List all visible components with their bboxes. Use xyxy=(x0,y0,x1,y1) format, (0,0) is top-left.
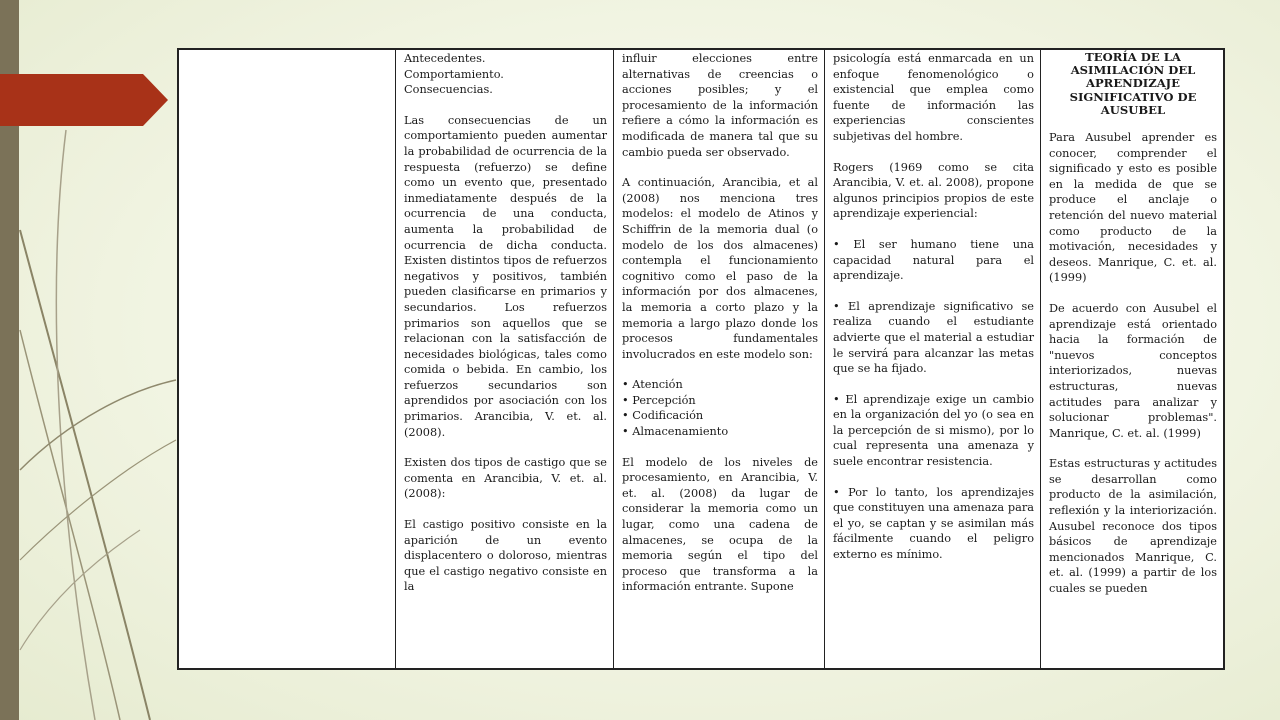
paragraph: • El aprendizaje exige un cambio en la organización del yo (o sea en la percepción de si mismo), por lo cual representa una amenaza y suele encontrar resistencia. xyxy=(833,392,1034,469)
bullet-list xyxy=(622,377,818,439)
table-column-4 xyxy=(825,50,1041,668)
list-item: • Atención xyxy=(622,377,818,393)
paragraph: El modelo de los niveles de procesamiento, en Arancibia, V. et. al. (2008) da lugar de considerar la memoria como un lugar, como una cadena de almacenes, se ocupa de la memoria según el tipo del proceso que transforma a la información entrante. Supone xyxy=(622,455,818,594)
content-table xyxy=(177,48,1225,670)
paragraph: Existen dos tipos de castigo que se comenta en Arancibia, V. et. al. (2008): xyxy=(404,456,607,501)
paragraph: • El aprendizaje significativo se realiza cuando el estudiante advierte que el material a estudiar le servirá para alcanzar las metas que se ha fijado. xyxy=(833,299,1034,376)
table-column-2 xyxy=(396,50,614,668)
paragraph: Estas estructuras y actitudes se desarrollan como producto de la asimilación, reflexión y la interiorización. Ausubel reconoce dos tipos básicos de aprendizaje mencionados Manrique, C. et. al. (1999) a partir de los cuales se pueden xyxy=(1049,457,1217,596)
table-column-3 xyxy=(614,50,825,668)
paragraph: Las consecuencias de un comportamiento pueden aumentar la probabilidad de ocurrencia de la respuesta (refuerzo) se define como un evento que, presentado inmediatamente después de la ocurrencia de una conducta, aumenta la probabilidad de ocurrencia de dicha conducta. Existen distintos tipos de refuerzos negativos y positivos, también pueden clasificarse en primarios y secundarios. Los refuerzos primarios son aquellos que se relacionan con la satisfacción de necesidades biológicas, tales como comida o bebida. En cambio, los refuerzos secundarios son aprendidos por asociación con los primarios. Arancibia, V. et. al. (2008). xyxy=(404,113,607,439)
paragraph: • Por lo tanto, los aprendizajes que constituyen una amenaza para el yo, se captan y se asimilan más fácilmente cuando el peligro externo es mínimo. xyxy=(833,485,1034,562)
text-line: Comportamiento. xyxy=(404,67,504,81)
column-1-text xyxy=(179,50,395,51)
paragraph: El castigo positivo consiste en la aparición de un evento displacentero o doloroso, mientras que el castigo negativo consiste en la xyxy=(404,518,607,594)
paragraph: A continuación, Arancibia, et al (2008) nos menciona tres modelos: el modelo de Atinos y Schiffrin de la memoria dual (o modelo de los dos almacenes) contempla el funcionamiento cognitivo como el paso de la información por dos almacenes, la memoria a corto plazo y la memoria a largo plazo donde los procesos fundamentales involucrados en este modelo son: xyxy=(622,176,818,361)
table-column-5 xyxy=(1041,50,1223,668)
list-item: • Codificación xyxy=(622,408,818,424)
paragraph: psicología está enmarcada en un enfoque fenomenológico o existencial que emplea como fuente de información las experiencias conscientes subjetivas del hombre. xyxy=(833,52,1034,143)
paragraph: influir elecciones entre alternativas de creencias o acciones posibles; y el procesamiento de la información refiere a cómo la información es modificada de manera tal que su cambio pueda ser observado. xyxy=(622,52,818,159)
text-line: Antecedentes. xyxy=(404,52,486,65)
list-item: • Percepción xyxy=(622,393,818,409)
paragraph: Rogers (1969 como se cita Arancibia, V. et. al. 2008), propone algunos principios propios de este aprendizaje experiencial: xyxy=(833,160,1034,221)
red-arrow-tab xyxy=(0,74,168,126)
text-line: Consecuencias. xyxy=(404,83,493,97)
list-item: • Almacenamiento xyxy=(622,424,818,440)
paragraph: • El ser humano tiene una capacidad natural para el aprendizaje. xyxy=(833,237,1034,283)
table-column-1 xyxy=(179,50,396,668)
paragraph: Para Ausubel aprender es conocer, comprender el significado y esto es posible en la medida de que se produce el anclaje o retención del nuevo material como producto de la motivación, necesidades y deseos. Manrique, C. et. al. (1999) xyxy=(1049,131,1217,285)
paragraph: De acuerdo con Ausubel el aprendizaje está orientado hacia la formación de "nuevos conceptos interiorizados, nuevas estructuras, nuevas actitudes para analizar y solucionar problemas". Manrique, C. et. al. (1999) xyxy=(1049,301,1217,440)
column-title: TEORÍA DE LA ASIMILACIÓN DEL APRENDIZAJE SIGNIFICATIVO DE AUSUBEL xyxy=(1069,50,1197,117)
